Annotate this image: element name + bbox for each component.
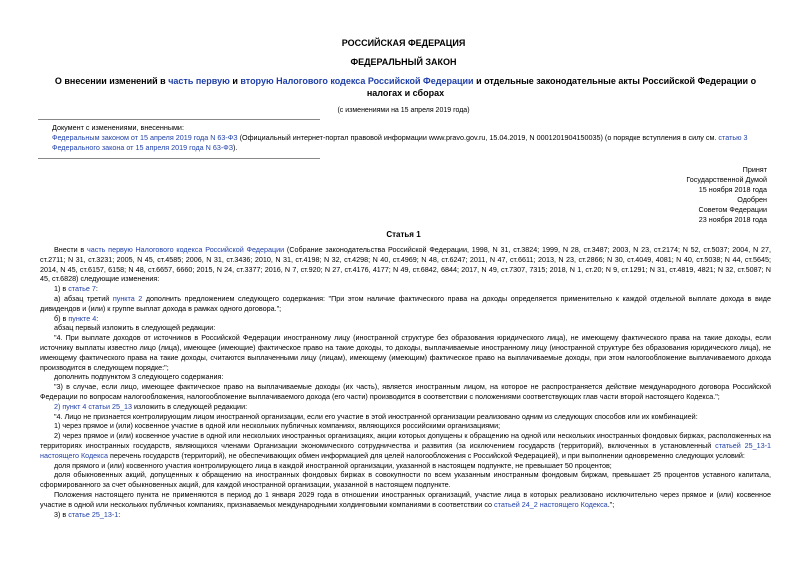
article-heading: Статья 1	[386, 230, 421, 239]
paragraph: Положения настоящего пункта не применяются в период до 1 января 2029 года в отношении иностранных организаций, участие лица в которых реализовано исключительно через прямое и (или) косвенное участие в одной или нескольких публичных компаниях, признаваемых международными холдинговыми компаниями в соответствии со статьей 24_2 настоящего Кодекса.";	[40, 489, 771, 509]
doc-changes-info	[52, 123, 771, 152]
clause-4-link[interactable]: пункте 4	[68, 313, 97, 323]
edition-note: (с изменениями на 15 апреля 2019 года)	[337, 107, 470, 114]
amending-law-link[interactable]: Федеральным законом от 15 апреля 2019 года N 63-ФЗ	[52, 132, 238, 142]
paragraph: доля обыкновенных акций, допущенных к обращению на иностранных фондовых биржах в совокупности по всем указанным иностранным фондовым биржам, превышает 25 процентов уставного капитала, сформированного за счет обыкновенных акций, для каждой иностранной организации, указанной в настоящем подпункте.	[40, 470, 771, 490]
doc-changes-intro: Документ с изменениями, внесенными:	[52, 123, 184, 132]
doc-changes-text: Федеральным законом от 15 апреля 2019 года N 63-ФЗ (Официальный интернет-портал правовой информации www.pravo.gov.ru, 15.04.2019, N 0001201904150035) (о порядке вступления в силу см. статью 3 Федерального закона от 15 апреля 2019 года N 63-ФЗ).	[52, 132, 748, 152]
paragraph: 1) в статье 7:	[54, 284, 98, 294]
paragraph: 2) пункт 4 статьи 25_13 изложить в следующей редакции:	[54, 401, 248, 411]
title-link-part-two[interactable]: вторую Налогового кодекса Российской Федерации	[240, 76, 474, 86]
article-25-13-1-link[interactable]: статьей 25_13-1 настоящего Кодекса	[40, 440, 771, 460]
country-heading: РОССИЙСКАЯ ФЕДЕРАЦИЯ	[341, 38, 466, 48]
separator-bottom	[38, 158, 320, 159]
paragraph: доля прямого и (или) косвенного участия контролирующего лица в каждой иностранной организации, указанной в настоящем подпункте, не превышает 50 процентов;	[54, 460, 612, 470]
separator-top	[38, 119, 320, 120]
entry-into-force-link[interactable]: статью 3 Федерального закона от 15 апреля 2019 года N 63-ФЗ	[52, 132, 748, 152]
law-title: О внесении изменений в часть первую и вторую Налогового кодекса Российской Федерации и отдельные законодательные акты Российской Федерации о налогах и сборах	[54, 76, 757, 98]
paragraph: б) в пункте 4:	[54, 313, 99, 323]
article-24-2-link[interactable]: статьей 24_2 настоящего Кодекса	[494, 499, 608, 509]
article-body	[40, 245, 771, 519]
law-type-heading: ФЕДЕРАЛЬНЫЙ ЗАКОН	[350, 57, 457, 67]
article-25-13-1-ref-link[interactable]: статье 25_13-1	[68, 509, 119, 519]
title-link-part-one[interactable]: часть первую	[168, 76, 230, 86]
article-25-13-clause-4-link[interactable]: 2) пункт 4 статьи 25_13	[54, 401, 133, 411]
paragraph: 3) в статье 25_13-1:	[54, 509, 121, 519]
paragraph: абзац первый изложить в следующей редакции:	[54, 323, 216, 333]
paragraph: Внести в часть первую Налогового кодекса Российской Федерации (Собрание законодательства Российской Федерации, 1998, N 31, ст.3824; 1999, N 28, ст.3487; 2003, N 23, ст.2174; N 52, ст.5037; 2004, N 27, ст.2711; N 31, ст.3231; 2005, N 45, ст.4585; 2006, N 31, ст.3436; 2010, N 31, ст.4198; N 32, ст.4298; N 40, ст.4969; N 48, ст.6247; 2011, N 47, ст.6611; 2013, N 23, ст.2866; N 30, ст.4049, 4081; N 40, ст.5038; N 44, ст.5645; 2014, N 45, ст.6157, 6158; N 48, ст.6657, 6660; 2015, N 24, ст.3377; 2016, N 7, ст.920; N 27, ст.4176, 4177; N 49, ст.6842, 6844; 2017, N 49, ст.7307, 7315; 2018, N 1, ст.20; N 9, ст.1291; N 31, ст.4819, 4821; N 32, ст.5087; N 45, ст.6828) следующие изменения:	[40, 245, 771, 284]
article-7-link[interactable]: статье 7	[68, 284, 96, 294]
paragraph: "4. Лицо не признается контролирующим лицом иностранной организации, если его участие в этой иностранной организации реализовано одним из следующих способов или их комбинацией:	[54, 411, 698, 421]
tax-code-part-one-link[interactable]: часть первую Налогового кодекса Российской Федерации	[87, 245, 285, 254]
paragraph: "4. При выплате доходов от источников в Российской Федерации иностранному лицу (иностранной структуре без образования юридического лица), не имеющему фактического права на такие доходы, если источнику выплаты известно лицо (лица), имеющее (имеющие) фактическое право на такие доходы, то доходы, выплачиваемые иностранному лицу (иностранной структуре без образования юридического лица), не имеющему фактического права на такие доходы, считаются выплаченными лицу (лицам), имеющему (имеющим) фактическое право на выплачиваемые доходы, при этом налогообложение выплачиваемого дохода производится в следующем порядке:";	[40, 333, 771, 372]
paragraph: 1) через прямое и (или) косвенное участие в одной или нескольких публичных компаниях, являющихся российскими организациями;	[54, 421, 501, 431]
paragraph: "3) в случае, если лицо, имеющее фактическое право на выплачиваемые доходы (их часть), является иностранным лицом, на которое не распространяется действие международного договора Российской Федерации по вопросам налогообложения, налогообложение выплачиваемого дохода (его части) производится в соответствии с положениями соответствующих глав части второй настоящего Кодекса.";	[40, 382, 771, 401]
paragraph: а) абзац третий пункта 2 дополнить предложением следующего содержания: "При этом наличие фактического права на доходы определяется применительно к каждой отдельной выплате дохода в виде дивидендов и (или) к группе выплат дохода в рамках одного договора.";	[40, 293, 771, 313]
clause-2-link[interactable]: пункта 2	[112, 293, 143, 303]
paragraph: дополнить подпунктом 3 следующего содержания:	[54, 372, 224, 382]
adoption-block: Принят Государственной Думой 15 ноября 2018 года Одобрен Советом Федерации 23 ноября 2018 года	[686, 165, 767, 224]
paragraph: 2) через прямое и (или) косвенное участие в одной или нескольких иностранных организациях, акции которых допущены к обращению на одной или нескольких иностранных фондовых биржах, расположенных на территориях иностранных государств, являющихся членами Организации экономического сотрудничества и развития (за исключением государств (территорий), включенных в установленный статьей 25_13-1 настоящего Кодекса перечень государств (территорий), не обеспечивающих обмен информацией для целей налогообложения с Российской Федерацией), и при выполнении одновременно следующих условий:	[40, 431, 771, 460]
